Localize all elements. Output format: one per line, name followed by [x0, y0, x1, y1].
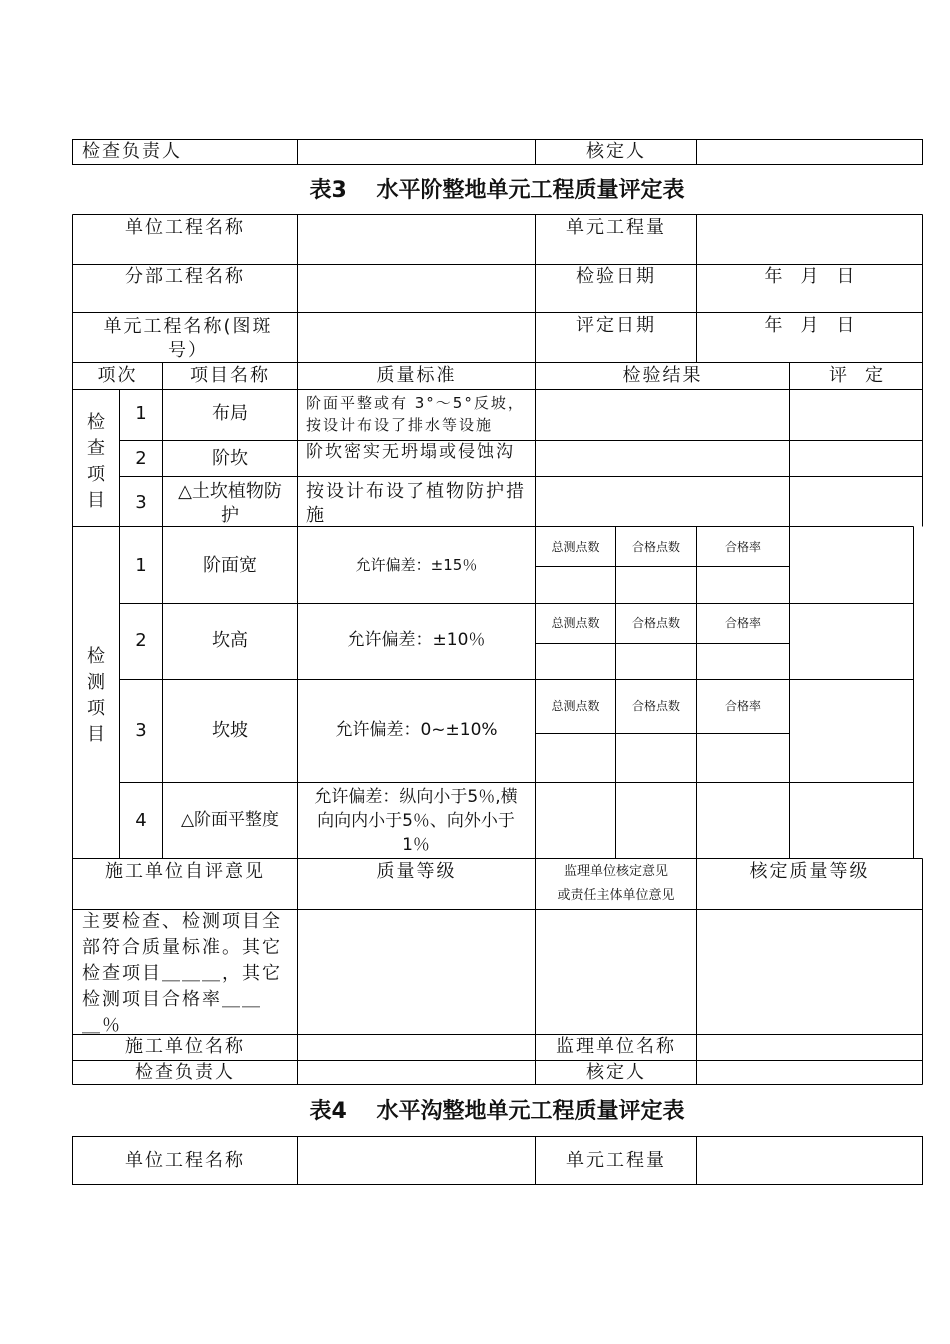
- self-eval-text: 主要检查、检测项目全部符合质量标准。其它检查项目＿＿＿，其它检测项目合格率＿＿＿％: [82, 911, 282, 1036]
- measure-item-1-qualified-points: 合格点数: [631, 540, 680, 554]
- measure-item-3-standard: 允许偏差：0~±10%: [335, 720, 498, 740]
- table3-title: 表3 水平阶整地单元工程质量评定表: [309, 178, 685, 203]
- measure-item-3-qualified-points: 合格点数: [631, 699, 680, 713]
- check-item-1-no: 1: [135, 403, 147, 424]
- header-item-no: 项次: [97, 365, 138, 386]
- measure-item-1-name: 阶面宽: [203, 555, 257, 576]
- header-quality-standard: 质量标准: [376, 365, 457, 386]
- unit-project-name-label: 单位工程名称: [125, 217, 245, 238]
- supervision-unit-name-label: 监理单位名称: [556, 1036, 676, 1057]
- check-item-3-name: △土坎植物防护: [178, 481, 282, 526]
- top-approver-label: 核定人: [586, 141, 646, 162]
- inspection-date-label: 检验日期: [576, 266, 656, 287]
- supervisor-opinion-line1: 监理单位核定意见: [563, 864, 668, 879]
- measure-item-4-no: 4: [135, 810, 147, 831]
- measure-item-2-pass-rate: 合格率: [724, 616, 761, 630]
- check-item-3-no: 3: [135, 492, 147, 513]
- check-item-2-no: 2: [135, 448, 147, 469]
- measure-item-1-total-points: 总测点数: [551, 540, 600, 554]
- table3-approver-label: 核定人: [586, 1062, 646, 1083]
- measure-item-1-pass-rate: 合格率: [724, 540, 761, 554]
- evaluation-date-label: 评定日期: [576, 315, 656, 336]
- measure-item-3-name: 坎坡: [212, 720, 248, 741]
- table4-title: 表4 水平沟整地单元工程质量评定表: [309, 1099, 685, 1124]
- sub-project-name-label: 分部工程名称: [125, 266, 245, 287]
- table4-unit-project-name-label: 单位工程名称: [125, 1150, 245, 1171]
- header-evaluation: 评 定: [829, 365, 883, 386]
- construction-unit-name-label: 施工单位名称: [125, 1036, 245, 1057]
- unit-project-plot-label: 单元工程名称(图斑号）: [103, 316, 273, 361]
- measure-item-4-name: △阶面平整度: [180, 810, 280, 830]
- unit-quantity-label: 单元工程量: [566, 217, 666, 238]
- measure-item-4-standard: 允许偏差：纵向小于5％,横向向内小于5％、向外小于1％: [314, 787, 518, 855]
- supervisor-opinion-line2: 或责任主体单位意见: [557, 888, 675, 903]
- top-inspector-label: 检查负责人: [82, 141, 182, 162]
- measure-item-1-standard: 允许偏差：±15％: [355, 556, 478, 574]
- measure-item-2-name: 坎高: [212, 630, 248, 651]
- measure-item-2-total-points: 总测点数: [551, 616, 600, 630]
- measure-item-2-no: 2: [135, 630, 147, 651]
- quality-grade-label: 质量等级: [376, 861, 457, 882]
- header-inspection-result: 检验结果: [622, 365, 703, 386]
- check-item-2-name: 阶坎: [212, 448, 248, 469]
- measure-item-3-total-points: 总测点数: [551, 699, 600, 713]
- table3-inspector-label: 检查负责人: [135, 1062, 235, 1083]
- measure-items-label: 检测项目: [87, 646, 105, 745]
- check-item-1-name: 布局: [212, 403, 248, 424]
- check-item-3-standard: 按设计布设了植物防护措施: [306, 481, 526, 526]
- measure-item-2-standard: 允许偏差：±10％: [347, 630, 486, 650]
- evaluation-date-value: 年 月 日: [764, 315, 855, 336]
- measure-item-2-qualified-points: 合格点数: [631, 616, 680, 630]
- approved-grade-label: 核定质量等级: [749, 861, 870, 882]
- measure-item-1-no: 1: [135, 555, 147, 576]
- table4-unit-quantity-label: 单元工程量: [566, 1150, 666, 1171]
- header-item-name: 项目名称: [190, 365, 270, 386]
- measure-item-3-pass-rate: 合格率: [724, 699, 761, 713]
- measure-item-3-no: 3: [135, 720, 147, 741]
- check-item-1-standard: 阶面平整或有 3°～5°反坡，按设计布设了排水等设施: [306, 394, 525, 434]
- check-items-label: 检查项目: [87, 412, 105, 511]
- inspection-date-value: 年 月 日: [764, 266, 855, 287]
- self-eval-opinion-label: 施工单位自评意见: [105, 861, 265, 882]
- check-item-2-standard: 阶坎密实无坍塌或侵蚀沟: [306, 442, 515, 462]
